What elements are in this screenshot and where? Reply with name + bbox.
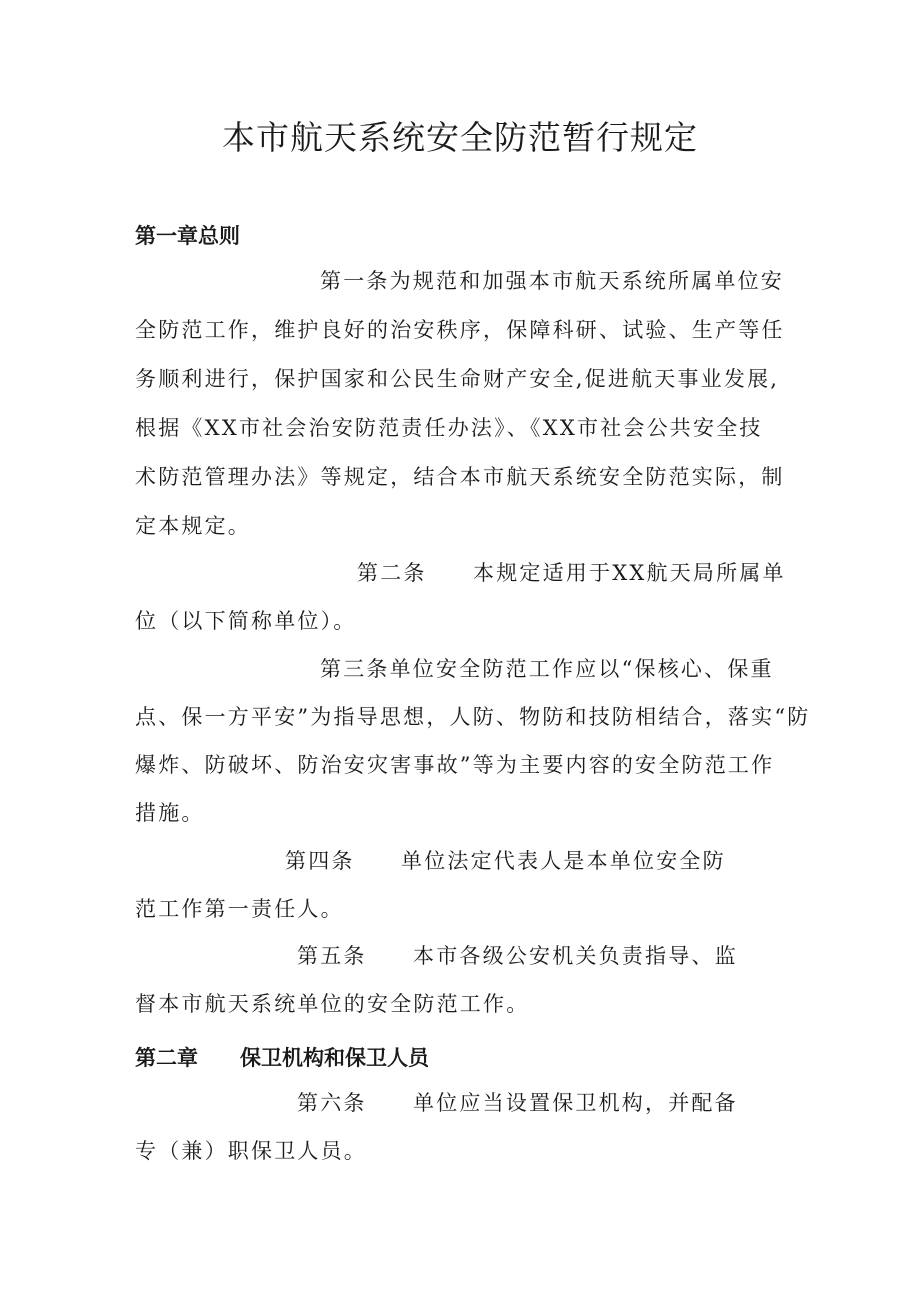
article-4-line: 第四条 单位法定代表人是本单位安全防 [285,849,726,873]
article-1-line: 术防范管理办法》等规定，结合本市航天系统安全防范实际，制 [135,465,785,489]
chapter-2-heading: 第二章 保卫机构和保卫人员 [135,1046,429,1070]
article-3-line: 爆炸、防破坏、防治安灾害事故”等为主要内容的安全防范工作 [135,753,775,777]
article-6-line: 专（兼）职保卫人员。 [135,1139,367,1163]
article-5-line: 督本市航天系统单位的安全防范工作。 [135,992,530,1016]
document-title: 本市航天系统安全防范暂行规定 [222,118,698,157]
article-1-line: 务顺利进行，保护国家和公民生命财产安全,促进航天事业发展, [135,367,780,391]
article-1-line: 全防范工作，维护良好的治安秩序，保障科研、试验、生产等任 [135,318,785,342]
article-2-line: 第二条 本规定适用于XX航天局所属单 [357,561,786,585]
article-1-line: 定本规定。 [135,514,251,538]
article-2-line: 位（以下简称单位）。 [135,609,357,633]
chapter-1-heading: 第一章总则 [135,224,240,248]
article-3-line: 第三条单位安全防范工作应以“保核心、保重 [320,657,774,681]
article-1-line: 第一条为规范和加强本市航天系统所属单位安 [320,269,784,293]
article-3-line: 点、保一方平安”为指导思想，人防、物防和技防相结合，落实“防 [135,705,811,729]
article-1-line: 根据《XX市社会治安防范责任办法》、《XX市社会公共安全技 [135,416,763,440]
article-3-line: 措施。 [135,801,205,825]
article-6-line: 第六条 单位应当设置保卫机构，并配备 [297,1091,738,1115]
article-5-line: 第五条 本市各级公安机关负责指导、监 [297,944,738,968]
article-4-line: 范工作第一责任人。 [135,897,344,921]
